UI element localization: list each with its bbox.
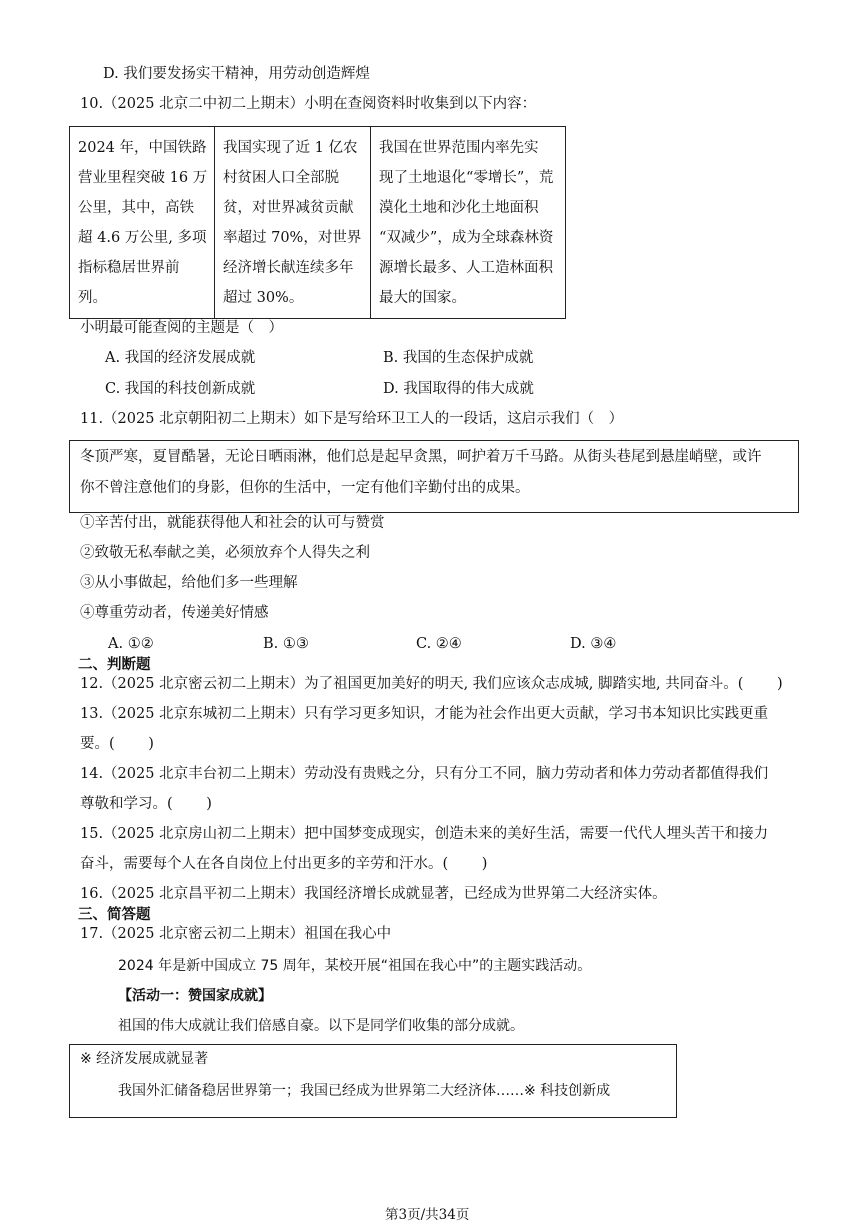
q11-option-b[interactable]: B. ①③ — [263, 636, 309, 652]
q15-line-2: 奋斗，需要每个人在各自岗位上付出更多的辛劳和汗水。( ) — [80, 856, 488, 872]
q11-passage-box — [69, 440, 799, 513]
q15-line-1: 15.（2025 北京房山初二上期末）把中国梦变成现实，创造未来的美好生活，需要一代代人埋头苦干和接力 — [80, 826, 769, 842]
q16-line: 16.（2025 北京昌平初二上期末）我国经济增长成就显著，已经成为世界第二大经济实体。 — [80, 886, 667, 902]
material-line: 公里，其中，高铁 — [78, 200, 194, 216]
q14-line-1: 14.（2025 北京丰台初二上期末）劳动没有贵贱之分，只有分工不同，脑力劳动者和体力劳动者都值得我们 — [80, 766, 769, 782]
material-line: 最大的国家。 — [379, 290, 466, 306]
material-line: 经济增长献连续多年 — [223, 260, 354, 276]
material-line: 漠化土地和沙化土地面积 — [379, 200, 539, 216]
q17-box-line-2: 我国外汇储备稳居世界第一；我国已经成为世界第二大经济体……※ 科技创新成 — [118, 1083, 611, 1099]
q11-statement-4: ④尊重劳动者，传递美好情感 — [80, 605, 269, 621]
q11-passage-line-2: 你不曾注意他们的身影，但你的生活中，一定有他们辛勤付出的成果。 — [80, 480, 530, 496]
q10-material-1 — [70, 127, 214, 318]
q11-stem: 11.（2025 北京朝阳初二上期末）如下是写给环卫工人的一段话，这启示我们（ ） — [80, 411, 624, 427]
q10-option-a[interactable]: A. 我国的经济发展成就 — [105, 350, 256, 366]
q17-activity-title: 【活动一：赞国家成就】 — [118, 988, 272, 1004]
q10-materials-table — [69, 126, 566, 319]
q11-statement-2: ②致敬无私奉献之美，必须放弃个人得失之利 — [80, 545, 370, 561]
material-line: 率超过 70%，对世界 — [223, 230, 362, 246]
q17-intro: 2024 年是新中国成立 75 周年，某校开展“祖国在我心中”的主题实践活动。 — [118, 958, 592, 974]
q17-box-line-1: ※ 经济发展成就显著 — [80, 1051, 209, 1067]
material-line: 列。 — [78, 290, 107, 306]
material-line: 我国在世界范围内率先实 — [379, 140, 539, 156]
q9-option-d: D. 我们要发扬实干精神，用劳动创造辉煌 — [103, 66, 370, 82]
q11-passage-line-1: 冬顶严寒，夏冒酷暑，无论日晒雨淋，他们总是起早贪黑，呵护着万千马路。从街头巷尾到悬崖峭壁，或许 — [80, 449, 762, 465]
q13-line-1: 13.（2025 北京东城初二上期末）只有学习更多知识，才能为社会作出更大贡献，学习书本知识比实践更重 — [80, 706, 769, 722]
q17-achievement-box — [69, 1044, 677, 1118]
q11-statement-1: ①辛苦付出，就能获得他人和社会的认可与赞赏 — [80, 515, 385, 531]
material-line: 村贫困人口全部脱 — [223, 170, 339, 186]
q10-option-d[interactable]: D. 我国取得的伟大成就 — [383, 381, 534, 397]
q10-option-c[interactable]: C. 我国的科技创新成就 — [105, 381, 256, 397]
material-line: 源增长最多、人工造林面积 — [379, 260, 553, 276]
q11-option-d[interactable]: D. ③④ — [570, 636, 617, 652]
material-line: 2024 年，中国铁路 — [78, 140, 207, 156]
q10-material-3 — [370, 127, 565, 318]
q10-question: 小明最可能查阅的主题是（ ） — [80, 320, 283, 336]
q11-statement-3: ③从小事做起，给他们多一些理解 — [80, 575, 298, 591]
q14-line-2: 尊敬和学习。( ) — [80, 796, 212, 812]
q11-option-a[interactable]: A. ①② — [108, 636, 154, 652]
q13-line-2: 要。( ) — [80, 736, 154, 752]
q10-stem: 10.（2025 北京二中初二上期末）小明在查阅资料时收集到以下内容： — [80, 96, 537, 112]
material-line: 现了土地退化“零增长”，荒 — [379, 170, 554, 186]
material-line: 我国实现了近 1 亿农 — [223, 140, 358, 156]
q12-line: 12.（2025 北京密云初二上期末）为了祖国更加美好的明天, 我们应该众志成城, 脚踏实地, 共同奋斗。( ) — [80, 676, 783, 692]
q10-material-2 — [214, 127, 370, 318]
material-line: “双减少”，成为全球森林资 — [379, 230, 554, 246]
q11-option-c[interactable]: C. ②④ — [416, 636, 462, 652]
material-line: 超过 30%。 — [223, 290, 304, 306]
material-line: 贫，对世界减贫贡献 — [223, 200, 354, 216]
page-number: 第3页/共34页 — [385, 1207, 470, 1223]
section-2-title: 二、判断题 — [78, 656, 151, 673]
q17-stem: 17.（2025 北京密云初二上期末）祖国在我心中 — [80, 926, 392, 942]
q10-option-b[interactable]: B. 我国的生态保护成就 — [383, 350, 534, 366]
material-line: 营业里程突破 16 万 — [78, 170, 208, 186]
q17-text: 祖国的伟大成就让我们倍感自豪。以下是同学们收集的部分成就。 — [118, 1018, 524, 1034]
material-line: 指标稳居世界前 — [78, 260, 180, 276]
section-3-title: 三、简答题 — [78, 906, 151, 923]
material-line: 超 4.6 万公里, 多项 — [78, 230, 207, 246]
